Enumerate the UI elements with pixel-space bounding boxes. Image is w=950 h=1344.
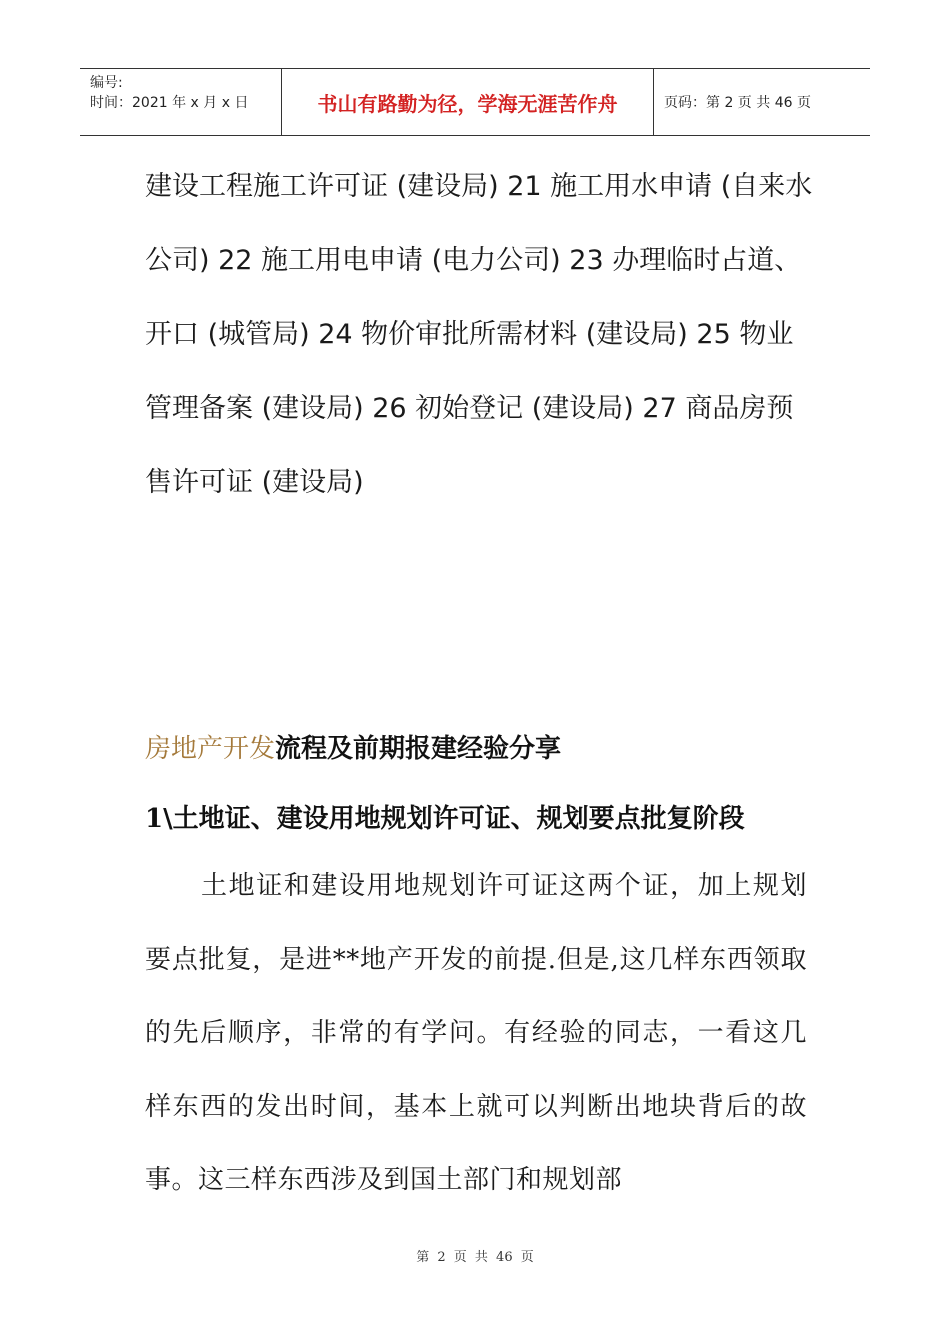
article-title-highlight: 房地产开发 bbox=[145, 734, 276, 764]
header-motto: 书山有路勤为径，学海无涯苦作舟 bbox=[282, 69, 654, 135]
page-footer: 第 2 页 共 46 页 bbox=[416, 1250, 534, 1265]
section-paragraph: 土地证和建设用地规划许可证这两个证，加上规划要点批复，是进**地产开发的前提.但是,这几样东西领取的先后顺序，非常的有学问。有经验的同志，一看这几样东西的发出时间，基本上就可以判断出地块背后的故事。这三样东西涉及到国土部门和规划部 bbox=[145, 871, 807, 1195]
page-header bbox=[80, 68, 870, 136]
article-title-rest: 流程及前期报建经验分享 bbox=[275, 734, 562, 764]
document-date: 时间：2021 年 x 月 x 日 bbox=[90, 95, 249, 111]
article-title bbox=[145, 728, 835, 765]
header-page-info: 页码：第 2 页 共 46 页 bbox=[664, 95, 811, 111]
document-number-label: 编号: bbox=[90, 75, 123, 91]
intro-paragraph: 建设工程施工许可证 (建设局) 21 施工用水申请 (自来水公司) 22 施工用电申请 (电力公司) 23 办理临时占道、开口 (城管局) 24 物价审批所需材料 (建设局) 25 物业管理备案 (建设局) 26 初始登记 (建设局) 27 商品房预售许可证 (建设局) bbox=[145, 171, 813, 498]
section-heading: 1\土地证、建设用地规划许可证、规划要点批复阶段 bbox=[145, 804, 745, 834]
header-meta bbox=[80, 69, 282, 135]
